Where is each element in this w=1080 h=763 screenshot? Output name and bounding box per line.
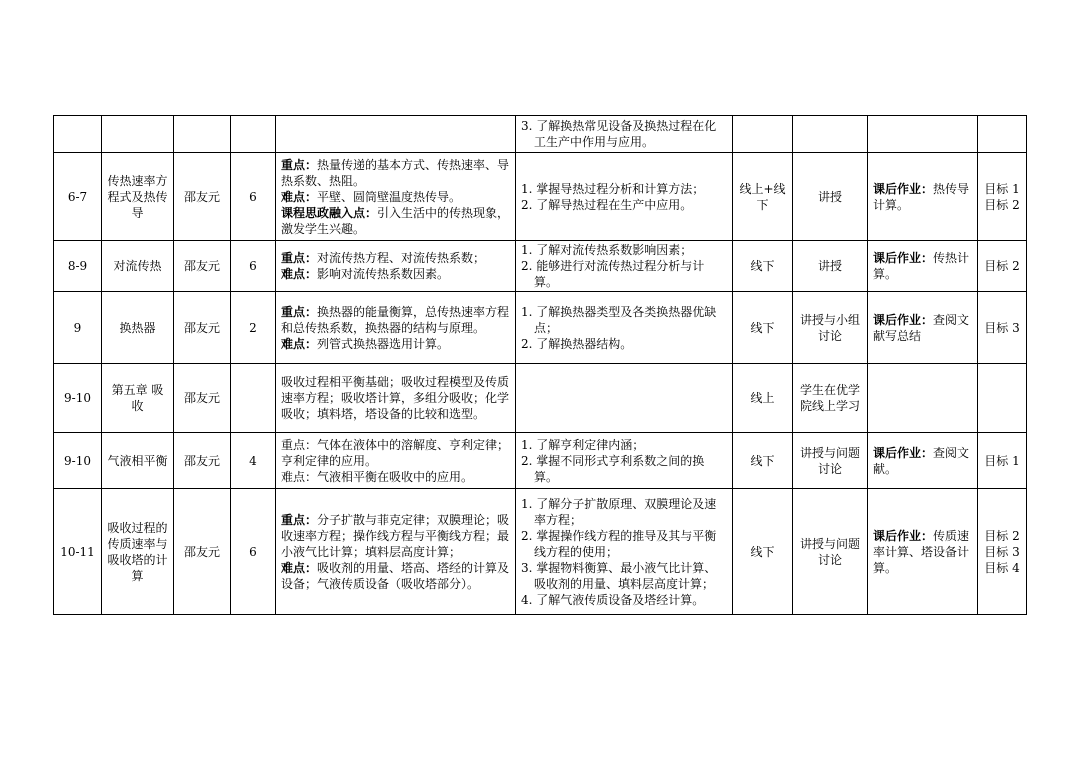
homework-label: 课后作业： [873, 445, 934, 460]
method-text: 学生在优学院线上学习 [799, 383, 860, 413]
method-text: 讲授 [817, 189, 842, 204]
teacher-cell [174, 489, 231, 615]
hours-text: 6 [249, 189, 257, 204]
topic-cell [102, 153, 174, 241]
teacher-cell [174, 241, 231, 292]
topic-cell [102, 489, 174, 615]
objectives-cell [516, 153, 733, 241]
hours-cell [231, 489, 276, 615]
objective-item: 2. 能够进行对流传热过程分析与计算。 [521, 259, 705, 289]
content-label: 难点： [281, 267, 318, 281]
objective-item: 2. 掌握操作线方程的推导及其与平衡线方程的使用； [521, 528, 717, 559]
target-item: 目标 2 [984, 197, 1020, 212]
objective-item: 4. 了解气液传质设备及塔经计算。 [521, 592, 705, 607]
content-text: 换热器的能量衡算，总传热速率方程和总传热系数，换热器的结构与原理。 [281, 304, 510, 335]
homework-cell [868, 433, 978, 489]
mode-text: 线下 [750, 320, 775, 335]
week-text: 6-7 [67, 189, 88, 204]
table-row [54, 433, 1027, 489]
method-cell [793, 489, 868, 615]
teacher-text: 邵友元 [183, 391, 220, 405]
objective-item: 2. 掌握不同形式亨利系数之间的换算。 [521, 453, 705, 484]
mode-text: 线上+线下 [739, 181, 786, 212]
method-cell [793, 433, 868, 489]
content-text: 对流传热方程、对流传热系数； [317, 251, 486, 265]
week-cell [54, 364, 102, 433]
homework-cell [868, 292, 978, 364]
topic-text: 气液相平衡 [107, 453, 168, 468]
objectives-cell [516, 489, 733, 615]
objective-item: 2. 了解换热器结构。 [521, 336, 633, 351]
mode-cell [733, 153, 793, 241]
method-text: 讲授与小组讨论 [799, 312, 860, 343]
method-cell [793, 153, 868, 241]
hours-cell [231, 241, 276, 292]
teacher-text: 邵友元 [183, 544, 220, 559]
method-cell [793, 241, 868, 292]
content-label: 重点： [281, 304, 318, 319]
table-row [54, 364, 1027, 433]
topic-text: 第五章 吸收 [111, 383, 164, 413]
homework-cell [868, 241, 978, 292]
hours-cell [231, 116, 276, 153]
content-line [281, 374, 510, 422]
targets-cell [978, 116, 1027, 153]
teacher-cell [174, 364, 231, 433]
targets-cell [978, 433, 1027, 489]
hours-text: 6 [249, 259, 257, 273]
content-cell [276, 292, 516, 364]
mode-cell [733, 241, 793, 292]
syllabus-body [54, 116, 1027, 615]
objective-item: 3. 了解换热常见设备及换热过程在化工生产中作用与应用。 [521, 119, 717, 149]
content-cell [276, 116, 516, 153]
hours-text: 2 [249, 320, 257, 335]
teacher-cell [174, 116, 231, 153]
teacher-text: 邵友元 [183, 189, 220, 204]
content-cell [276, 433, 516, 489]
content-text: 吸收剂的用量、塔高、塔经的计算及设备；气液传质设备（吸收塔部分）。 [281, 560, 510, 591]
content-cell [276, 364, 516, 433]
content-text: 难点：气液相平衡在吸收中的应用。 [281, 469, 474, 484]
content-line [281, 437, 510, 469]
teacher-text: 邵友元 [183, 259, 220, 273]
content-line [281, 189, 510, 205]
homework-text: 热传导计算。 [873, 181, 970, 212]
mode-cell [733, 364, 793, 433]
content-cell [276, 153, 516, 241]
target-item: 目标 3 [984, 544, 1020, 559]
content-text: 分子扩散与菲克定律；双膜理论；吸收速率方程；操作线方程与平衡线方程；最小液气比计算；填料层高度计算； [281, 512, 510, 559]
targets-cell [978, 489, 1027, 615]
content-text: 平壁、圆筒壁温度热传导。 [317, 189, 462, 204]
topic-cell [102, 433, 174, 489]
homework-label: 课后作业： [873, 181, 934, 196]
content-label: 重点： [281, 251, 318, 265]
table-row [54, 292, 1027, 364]
hours-cell [231, 364, 276, 433]
topic-cell [102, 241, 174, 292]
target-item: 目标 4 [984, 560, 1020, 575]
homework-cell [868, 489, 978, 615]
topic-text: 对流传热 [113, 259, 162, 273]
content-label: 重点： [281, 157, 318, 172]
targets-cell [978, 153, 1027, 241]
content-label: 难点： [281, 560, 318, 575]
homework-label: 课后作业： [873, 251, 934, 265]
target-item: 目标 3 [984, 320, 1020, 335]
objective-item: 2. 了解导热过程在生产中应用。 [521, 197, 693, 212]
content-label: 难点： [281, 189, 318, 204]
table-row [54, 116, 1027, 153]
table-row [54, 153, 1027, 241]
week-text: 8-9 [67, 259, 88, 273]
objective-item: 1. 了解换热器类型及各类换热器优缺点； [521, 304, 717, 335]
week-cell [54, 241, 102, 292]
content-label: 重点： [281, 512, 318, 527]
week-cell [54, 116, 102, 153]
mode-cell [733, 292, 793, 364]
targets-cell [978, 292, 1027, 364]
content-text: 影响对流传热系数因素。 [317, 267, 450, 281]
objectives-cell [516, 292, 733, 364]
teacher-cell [174, 292, 231, 364]
hours-cell [231, 153, 276, 241]
week-text: 9-10 [64, 391, 91, 405]
teacher-text: 邵友元 [183, 320, 220, 335]
content-label: 课程思政融入点： [281, 205, 378, 220]
homework-text: 查阅文献。 [873, 445, 970, 476]
objective-item: 1. 了解亨利定律内涵； [521, 437, 645, 452]
mode-text: 线下 [750, 544, 775, 559]
target-item: 目标 1 [984, 453, 1020, 468]
topic-cell [102, 292, 174, 364]
homework-cell [868, 153, 978, 241]
objective-item: 3. 掌握物料衡算、最小液气比计算、吸收剂的用量、填料层高度计算； [521, 560, 717, 591]
objectives-cell [516, 364, 733, 433]
target-item: 目标 2 [984, 259, 1020, 273]
week-cell [54, 153, 102, 241]
hours-text: 4 [249, 453, 257, 468]
week-text: 9 [73, 320, 82, 335]
content-line [281, 205, 510, 237]
topic-cell [102, 364, 174, 433]
content-text: 热量传递的基本方式、传热速率、导热系数、热阻。 [281, 157, 510, 188]
mode-text: 线上 [750, 391, 775, 405]
objectives-cell [516, 241, 733, 292]
targets-cell [978, 241, 1027, 292]
hours-cell [231, 292, 276, 364]
method-cell [793, 292, 868, 364]
topic-cell [102, 116, 174, 153]
hours-cell [231, 433, 276, 489]
content-line [281, 560, 510, 592]
content-line [281, 336, 510, 352]
content-text: 重点：气体在液体中的溶解度、亨利定律；亨利定律的应用。 [281, 437, 510, 468]
mode-cell [733, 116, 793, 153]
homework-text: 查阅文献写总结 [873, 312, 970, 343]
syllabus-table [53, 115, 1027, 615]
homework-text: 传质速率计算、塔设备计算。 [873, 528, 970, 575]
homework-label: 课后作业： [873, 312, 934, 327]
method-text: 讲授与问题讨论 [799, 445, 860, 476]
content-text: 引入生活中的传热现象，激发学生兴趣。 [281, 205, 510, 236]
content-text: 吸收过程相平衡基础；吸收过程模型及传质速率方程；吸收塔计算，多组分吸收；化学吸收；填料塔，塔设备的比较和选型。 [281, 375, 510, 421]
method-text: 讲授 [817, 259, 842, 273]
table-row [54, 241, 1027, 292]
week-cell [54, 489, 102, 615]
topic-text: 吸收过程的传质速率与吸收塔的计算 [107, 520, 168, 583]
method-cell [793, 116, 868, 153]
method-text: 讲授与问题讨论 [799, 536, 860, 567]
teacher-cell [174, 153, 231, 241]
mode-cell [733, 489, 793, 615]
week-cell [54, 433, 102, 489]
content-line [281, 469, 510, 485]
homework-cell [868, 116, 978, 153]
week-text: 10-11 [60, 544, 95, 559]
homework-cell [868, 364, 978, 433]
content-line [281, 157, 510, 189]
topic-text: 换热器 [119, 320, 156, 335]
content-line [281, 266, 510, 282]
mode-text: 线下 [750, 259, 775, 273]
objective-item: 1. 了解对流传热系数影响因素； [521, 243, 693, 257]
target-item: 目标 2 [984, 528, 1020, 543]
mode-cell [733, 433, 793, 489]
hours-text: 6 [249, 544, 257, 559]
content-line [281, 512, 510, 560]
objective-item: 1. 掌握导热过程分析和计算方法； [521, 181, 705, 196]
objective-item: 1. 了解分子扩散原理、双膜理论及速率方程； [521, 496, 717, 527]
objectives-cell [516, 116, 733, 153]
objectives-cell [516, 433, 733, 489]
content-line [281, 250, 510, 266]
targets-cell [978, 364, 1027, 433]
topic-text: 传热速率方程式及热传导 [107, 173, 168, 220]
table-row [54, 489, 1027, 615]
target-item: 目标 1 [984, 181, 1020, 196]
content-cell [276, 489, 516, 615]
content-text: 列管式换热器选用计算。 [317, 336, 450, 351]
content-cell [276, 241, 516, 292]
mode-text: 线下 [750, 453, 775, 468]
teacher-cell [174, 433, 231, 489]
content-label: 难点： [281, 336, 318, 351]
homework-text: 传热计算。 [873, 251, 970, 281]
teacher-text: 邵友元 [183, 453, 220, 468]
week-text: 9-10 [64, 453, 91, 468]
content-line [281, 304, 510, 336]
method-cell [793, 364, 868, 433]
week-cell [54, 292, 102, 364]
homework-label: 课后作业： [873, 528, 934, 543]
